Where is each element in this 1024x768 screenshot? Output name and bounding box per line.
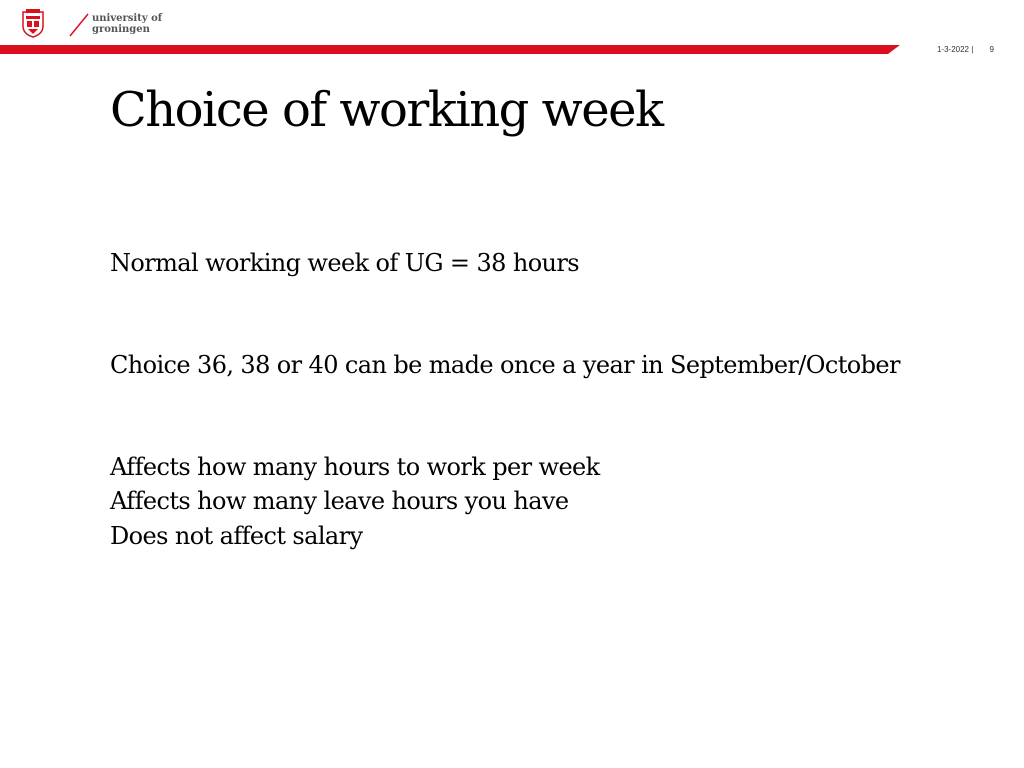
logo-divider-icon bbox=[68, 12, 90, 38]
university-logo bbox=[22, 8, 182, 42]
slide-meta bbox=[937, 45, 994, 54]
logo-line-1: university of bbox=[92, 13, 163, 24]
list-item: Affects how many leave hours you have bbox=[110, 487, 569, 515]
list-item: Does not affect salary bbox=[110, 522, 363, 550]
list-item: Affects how many hours to work per week bbox=[110, 453, 600, 481]
header-accent-bar bbox=[0, 45, 900, 54]
paragraph-choice: Choice 36, 38 or 40 can be made once a year in September/October bbox=[110, 351, 900, 379]
slide-page-number: 9 bbox=[989, 45, 994, 54]
slide-date: 1-3-2022 | bbox=[936, 45, 974, 54]
slide-title: Choice of working week bbox=[110, 82, 663, 138]
paragraph-normal-week: Normal working week of UG = 38 hours bbox=[110, 249, 579, 277]
logo-line-2: groningen bbox=[92, 24, 150, 35]
logo-wordmark bbox=[92, 13, 162, 35]
crest-icon bbox=[22, 8, 44, 38]
